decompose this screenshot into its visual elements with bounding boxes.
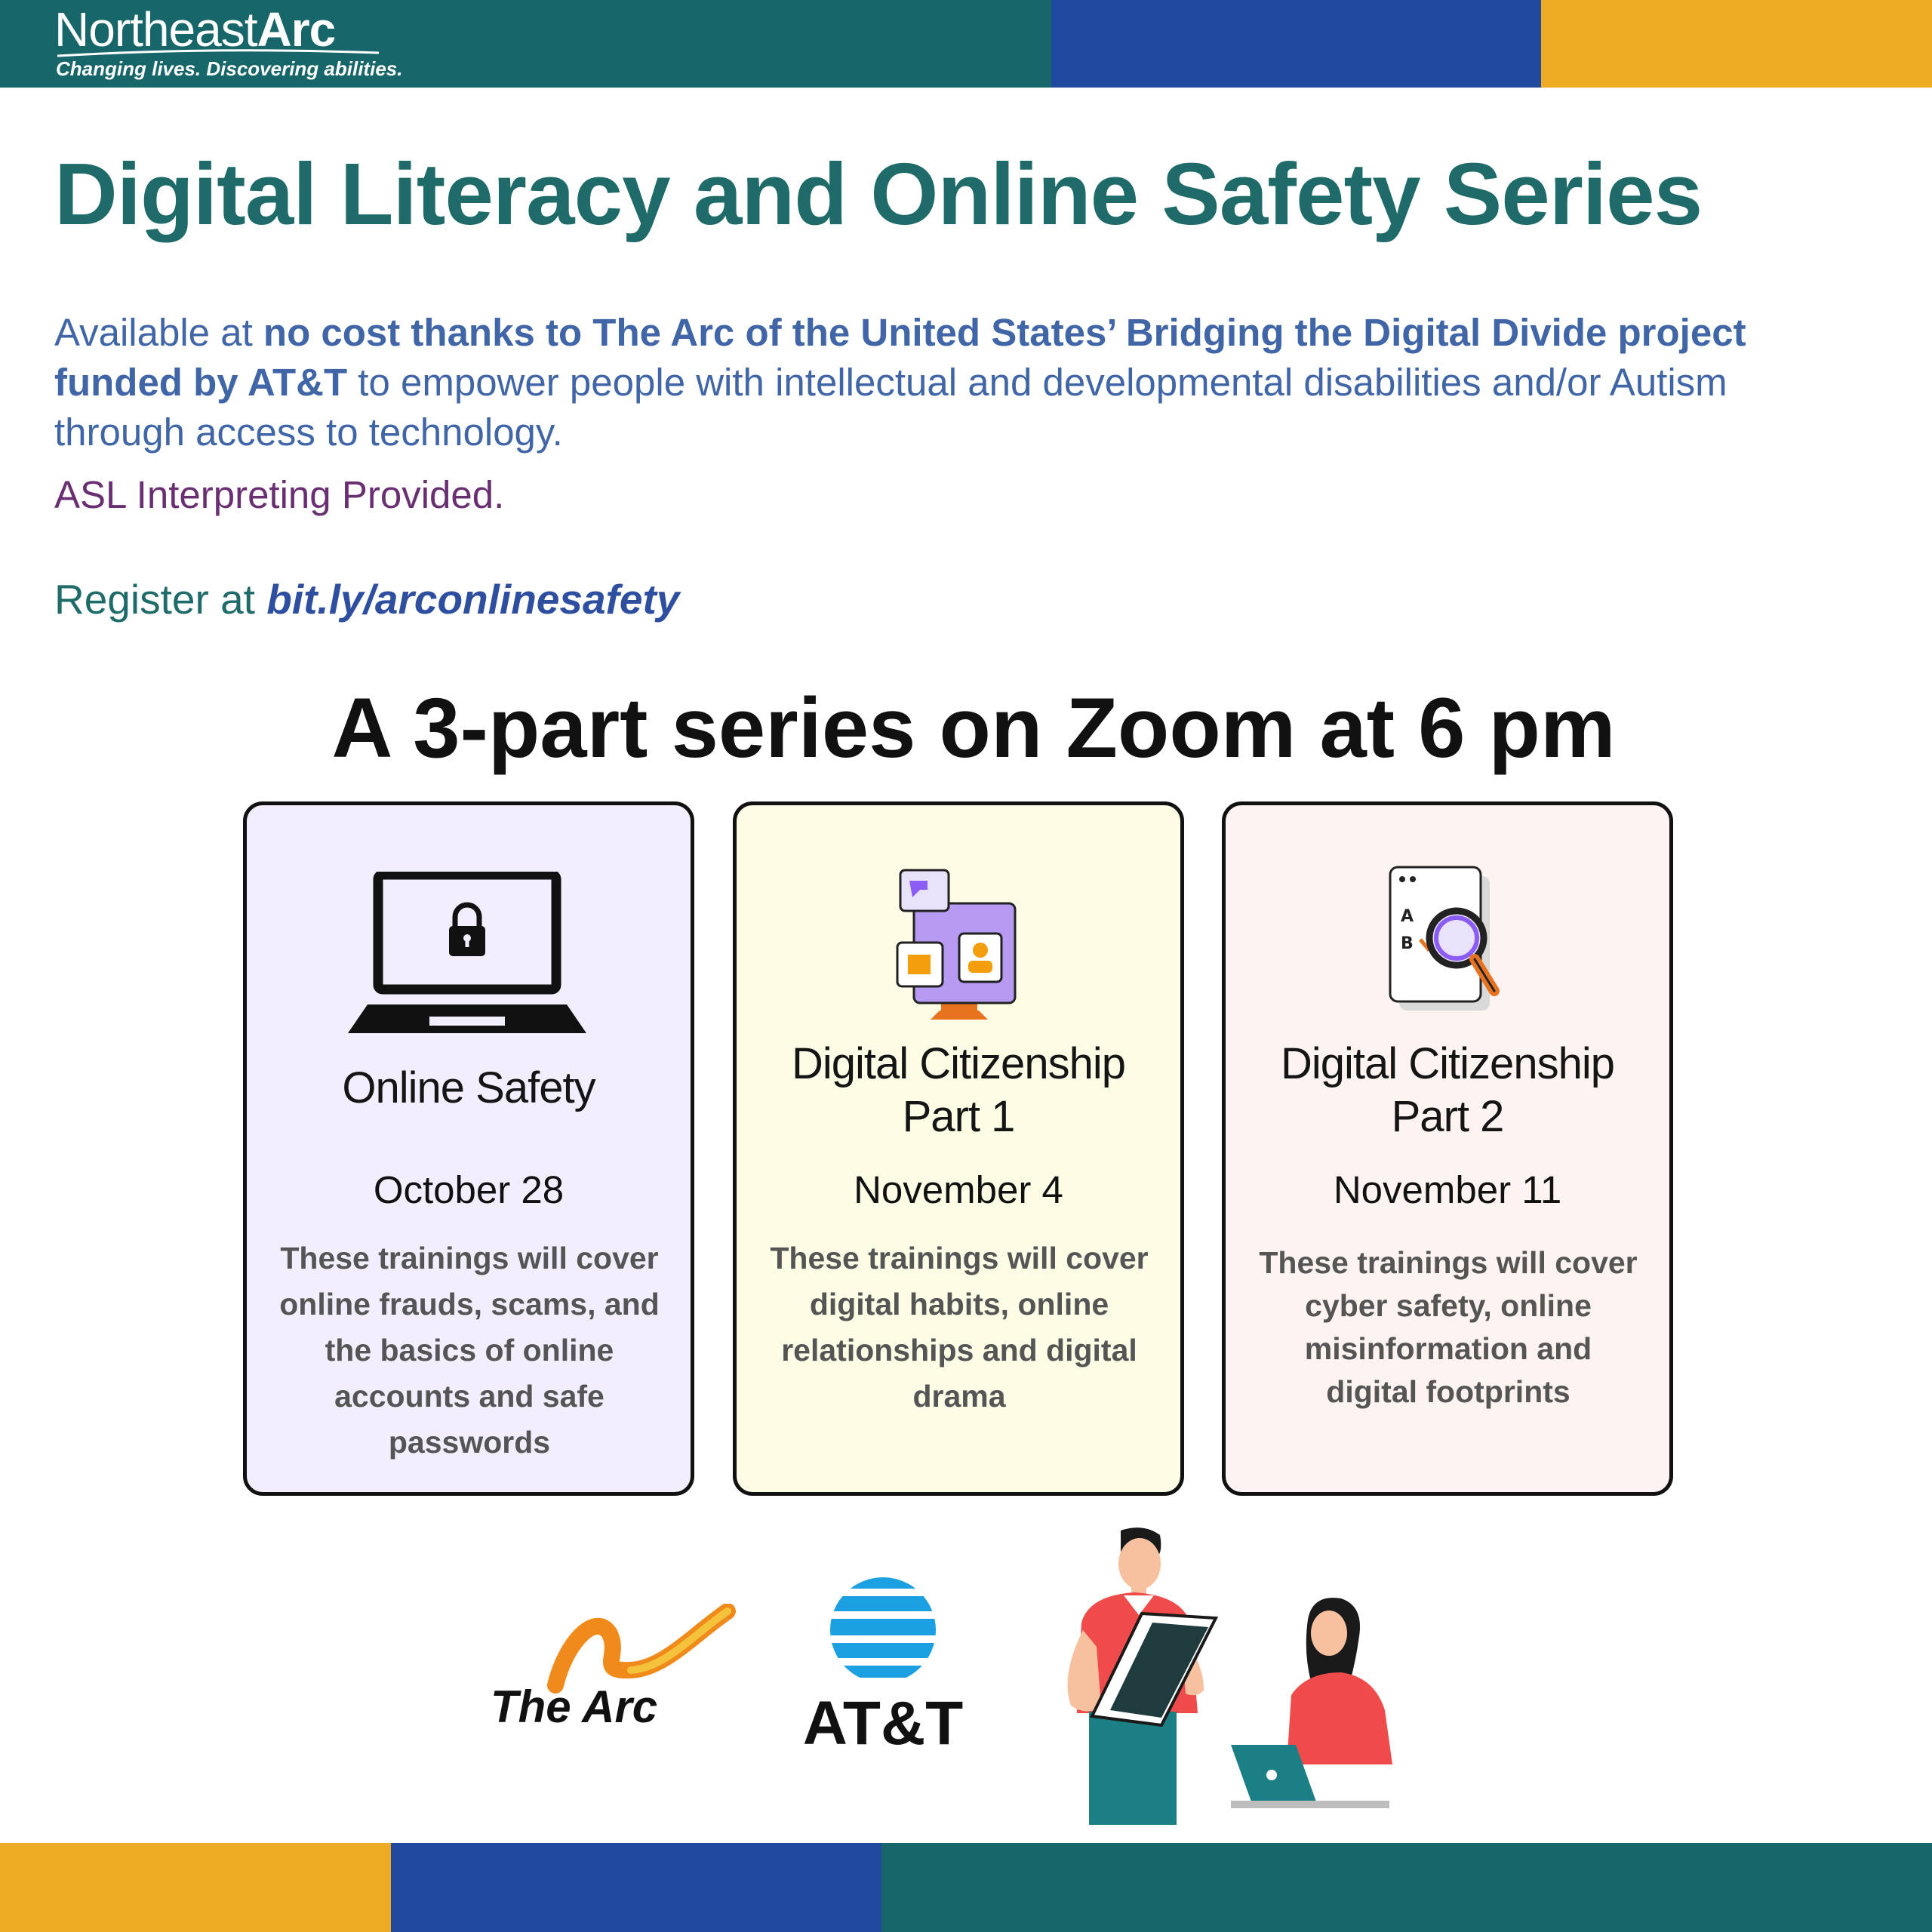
card-description: These trainings will cover cyber safety, online misinformation and digital footprints [1259, 1245, 1638, 1409]
footer-band-gold [0, 1843, 391, 1932]
register-link[interactable]: bit.ly/arconlinesafety [266, 576, 680, 623]
card-title [737, 1038, 1180, 1143]
page-title: Digital Literacy and Online Safety Series [54, 145, 1703, 243]
card-description: These trainings will cover online frauds, scams, and the basics of online accounts and safe passwords [279, 1241, 660, 1460]
svg-text:A: A [1401, 907, 1414, 926]
card-title-line1: Digital Citizenship [1281, 1039, 1614, 1088]
footer-band [0, 1843, 1932, 1932]
card-title-line2: Part 2 [1391, 1092, 1504, 1141]
footer-band-blue [391, 1843, 881, 1932]
card-date: October 28 [373, 1168, 565, 1211]
att-globe-icon [826, 1574, 940, 1687]
card-title [1226, 1038, 1669, 1143]
people-illustration [1023, 1524, 1430, 1826]
session-card-digital-citizenship-2 [1222, 801, 1673, 1496]
arc-logo-text: The Arc [491, 1681, 658, 1732]
asl-notice: ASL Interpreting Provided. [54, 473, 505, 516]
svg-text:B: B [1401, 934, 1414, 953]
series-heading: A 3-part series on Zoom at 6 pm [331, 681, 1616, 775]
att-logo [792, 1574, 974, 1758]
laptop-lock-icon [348, 872, 589, 1038]
intro-part3: to empower people with intellectual and developmental disabilities and/or Autism through access to technology. [54, 361, 1727, 454]
register-prefix: Register at [54, 576, 267, 623]
header-band-blue [1051, 0, 1541, 88]
footer-band-teal [881, 1843, 1932, 1932]
session-card-online-safety [243, 801, 694, 1496]
intro-part1: Available at [54, 311, 263, 354]
card-title: Online Safety [342, 1063, 595, 1112]
session-card-digital-citizenship-1 [733, 801, 1184, 1496]
register-line [54, 575, 679, 623]
logo-name-bold: Arc [257, 2, 336, 57]
header-band-gold [1541, 0, 1932, 88]
card-date: November 4 [854, 1168, 1063, 1211]
woman-figure-icon [1287, 1598, 1392, 1764]
att-logo-text: AT&T [802, 1689, 964, 1758]
logo-tagline: Changing lives. Discovering abilities. [56, 57, 403, 80]
the-arc-logo [483, 1604, 740, 1740]
card-title-line1: Digital Citizenship [792, 1039, 1125, 1088]
logo-name-light: Northeast [54, 2, 257, 57]
document-magnifier-icon [1387, 864, 1508, 1030]
intro-paragraph [54, 308, 1866, 457]
monitor-chat-icon [894, 864, 1023, 1030]
card-description: These trainings will cover digital habits, online relationships and digital drama [770, 1241, 1149, 1414]
card-date: November 11 [1333, 1168, 1562, 1211]
intro-part2: no cost thanks to The Arc of the United States’ Bridging the Digital Divide project funded by AT&T [54, 311, 1746, 404]
card-title-line2: Part 1 [902, 1092, 1015, 1141]
